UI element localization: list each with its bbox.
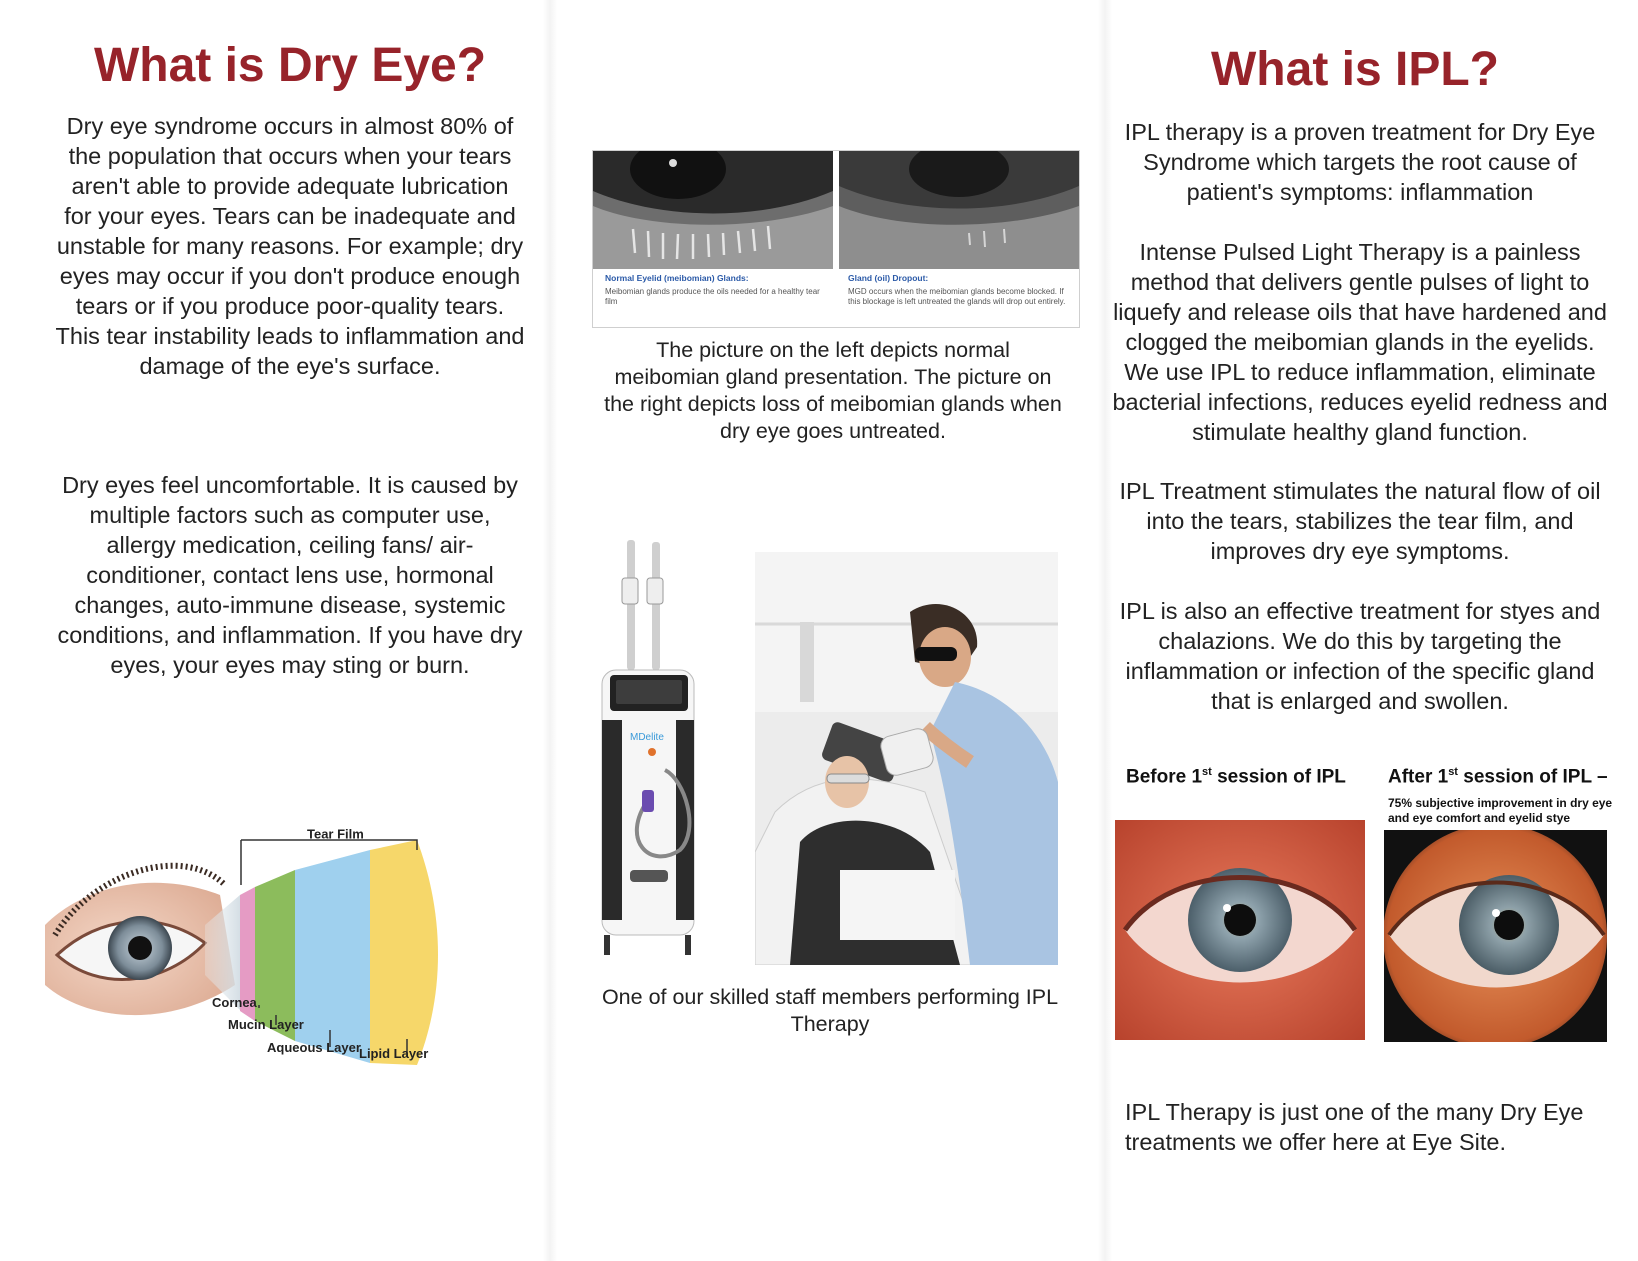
staff-performing-ipl-photo [755,552,1058,965]
normal-gland-photo [593,151,833,269]
ipl-paragraph-2: Intense Pulsed Light Therapy is a painless method that delivers gentle pulses of light to liquefy and release oils that have hardened and clogged the meibomian glands in the eyelids. We use IPL to reduce inflammation, eliminate bacterial infections, reduces eyelid redness and stimulate healthy gland function. [1112,239,1608,445]
ipl-paragraph-1: IPL therapy is a proven treatment for Dry Eye Syndrome which targets the root cause of patient's symptoms: inflammation [1124,119,1596,205]
aqueous-layer [295,850,370,1063]
normal-gland-caption-title: Normal Eyelid (meibomian) Glands: [605,273,749,283]
dry-eye-title: What is Dry Eye? [93,39,487,92]
gland-dropout-photo [839,151,1079,269]
ipl-paragraph-3: IPL Treatment stimulates the natural flow of oil into the tears, stabilizes the tear film, and improves dry eye symptoms. [1119,478,1601,564]
after-session-label: After 1st session of IPL – [1388,766,1608,788]
ipl-device-photo [590,540,715,960]
cornea-label: Cornea [212,995,257,1010]
tear-film-label: Tear Film [307,826,364,842]
after-ipl-eye-photo [1384,830,1607,1042]
device-brand-label: MDelite [630,732,664,743]
dry-eye-paragraph-2: Dry eyes feel uncomfortable. It is caused by multiple factors such as computer use, allergy medication, ceiling fans/ air-conditioner, contact lens use, hormonal changes, auto-immune disease, systemic conditions, and inflammation. If you have dry eyes, your eyes may sting or burn. [57,472,523,678]
tear-film-diagram [45,825,515,1125]
aqueous-label: Aqueous Layer [267,1040,361,1055]
closing-statement: IPL Therapy is just one of the many Dry Eye treatments we offer here at Eye Site. [1125,1099,1584,1155]
after-session-note: 75% subjective improvement in dry eye and eye comfort and eyelid stye [1388,796,1613,825]
before-session-label: Before 1st session of IPL [1126,766,1346,788]
lipid-layer [370,840,438,1065]
panel-fold-left [543,0,557,1261]
meibomian-gland-figure [592,150,1080,328]
normal-gland-caption-text: Meibomian glands produce the oils needed for a healthy tear film [605,287,820,306]
mucin-label: Mucin Layer [228,1017,304,1032]
ipl-paragraph-4: IPL is also an effective treatment for styes and chalazions. We do this by targeting the inflammation or infection of the specific gland that is enlarged and swollen. [1119,598,1601,714]
gland-caption: The picture on the left depicts normal meibomian gland presentation. The picture on the right depicts loss of meibomian glands when dry eye goes untreated. [604,338,1062,443]
ipl-title: What is IPL? [1211,43,1499,96]
gland-dropout-caption-text: MGD occurs when the meibomian glands become blocked. If this blockage is left untreated the glands will drop out entirely. [848,287,1066,306]
before-ipl-eye-photo [1115,820,1365,1040]
dry-eye-paragraph-1: Dry eye syndrome occurs in almost 80% of the population that occurs when your tears aren't able to provide adequate lubrication for your eyes. Tears can be inadequate and unstable for many reasons. For example; dry eyes may occur if you don't produce enough tears or if you produce poor-quality tears. This tear instability leads to inflammation and damage of the eye's surface. [55,113,525,379]
lipid-label: Lipid Layer [359,1046,429,1061]
gland-dropout-caption-title: Gland (oil) Dropout: [848,273,929,283]
staff-caption: One of our skilled staff members performing IPL Therapy [601,985,1059,1036]
mucin-layer [255,870,295,1041]
